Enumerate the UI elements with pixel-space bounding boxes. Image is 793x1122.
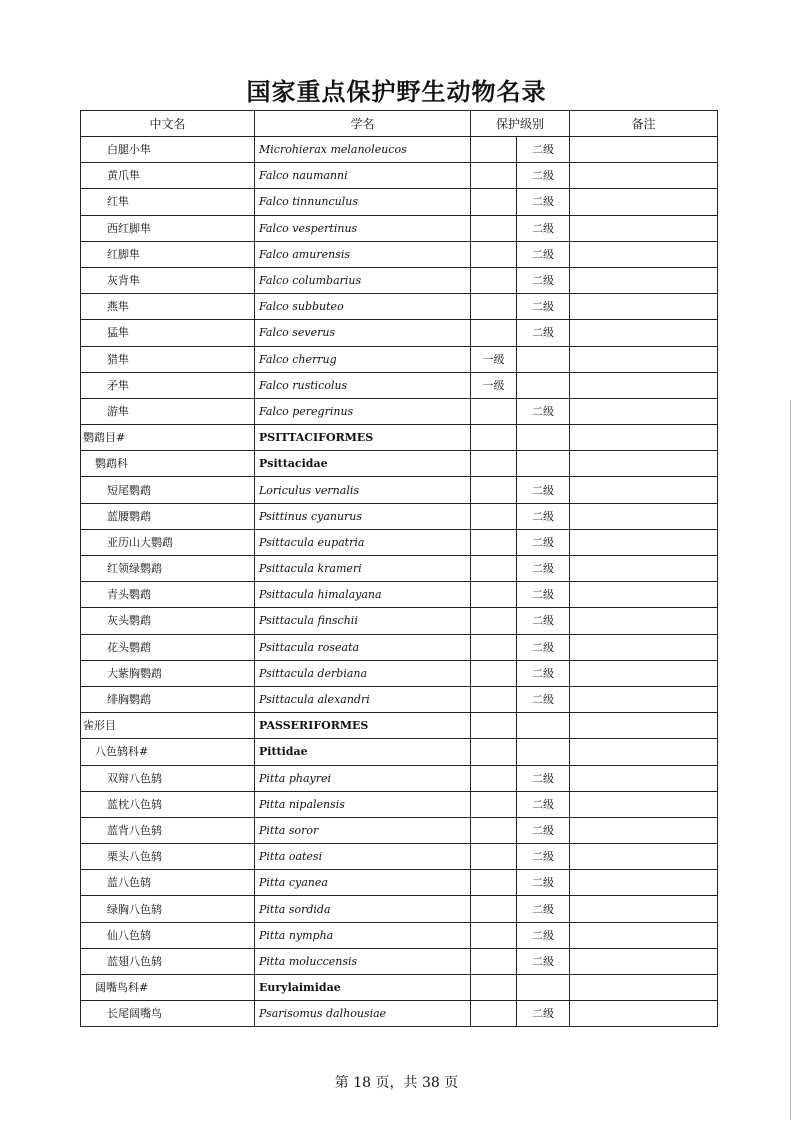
- note-cell: [570, 739, 718, 765]
- level-one-cell: [471, 320, 517, 346]
- chinese-name-cell: 阔嘴鸟科#: [81, 975, 255, 1001]
- table-row: [81, 137, 718, 163]
- level-one-cell: [471, 948, 517, 974]
- scientific-name-cell: Psittacula eupatria: [255, 529, 471, 555]
- note-cell: [570, 791, 718, 817]
- note-cell: [570, 660, 718, 686]
- table-row: [81, 163, 718, 189]
- scientific-name-cell: PASSERIFORMES: [255, 713, 471, 739]
- note-cell: [570, 922, 718, 948]
- header-chinese-name: 中文名: [81, 111, 255, 137]
- level-one-cell: [471, 870, 517, 896]
- chinese-name-cell: 蓝枕八色鸫: [81, 791, 255, 817]
- scientific-name-cell: Falco rusticolus: [255, 372, 471, 398]
- level-two-cell: 二级: [517, 267, 570, 293]
- scientific-name-cell: Pitta nipalensis: [255, 791, 471, 817]
- note-cell: [570, 189, 718, 215]
- note-cell: [570, 1001, 718, 1027]
- table-row: [81, 294, 718, 320]
- scientific-name-cell: Pitta sordida: [255, 896, 471, 922]
- level-two-cell: 二级: [517, 294, 570, 320]
- table-row: [81, 320, 718, 346]
- scientific-name-cell: Falco peregrinus: [255, 398, 471, 424]
- level-two-cell: [517, 346, 570, 372]
- level-one-cell: [471, 529, 517, 555]
- level-two-cell: 二级: [517, 765, 570, 791]
- table-row: [81, 817, 718, 843]
- scientific-name-cell: Psittinus cyanurus: [255, 503, 471, 529]
- note-cell: [570, 503, 718, 529]
- level-two-cell: 二级: [517, 817, 570, 843]
- level-two-cell: 二级: [517, 137, 570, 163]
- level-two-cell: 二级: [517, 320, 570, 346]
- chinese-name-cell: 红隼: [81, 189, 255, 215]
- scientific-name-cell: Pitta moluccensis: [255, 948, 471, 974]
- level-two-cell: [517, 975, 570, 1001]
- table-row: [81, 739, 718, 765]
- level-two-cell: 二级: [517, 896, 570, 922]
- note-cell: [570, 529, 718, 555]
- note-cell: [570, 844, 718, 870]
- level-two-cell: 二级: [517, 556, 570, 582]
- level-two-cell: 二级: [517, 241, 570, 267]
- table-row: [81, 529, 718, 555]
- table-row: [81, 713, 718, 739]
- level-two-cell: [517, 739, 570, 765]
- table-row: [81, 451, 718, 477]
- note-cell: [570, 896, 718, 922]
- level-two-cell: 二级: [517, 922, 570, 948]
- header-protection-level: 保护级别: [471, 111, 570, 137]
- chinese-name-cell: 亚历山大鹦鹉: [81, 529, 255, 555]
- scientific-name-cell: Pitta phayrei: [255, 765, 471, 791]
- chinese-name-cell: 灰头鹦鹉: [81, 608, 255, 634]
- chinese-name-cell: 大紫胸鹦鹉: [81, 660, 255, 686]
- scientific-name-cell: Falco amurensis: [255, 241, 471, 267]
- scientific-name-cell: Eurylaimidae: [255, 975, 471, 1001]
- scientific-name-cell: Psittacula finschii: [255, 608, 471, 634]
- table-row: [81, 896, 718, 922]
- level-two-cell: 二级: [517, 634, 570, 660]
- chinese-name-cell: 八色鸫科#: [81, 739, 255, 765]
- table-row: [81, 608, 718, 634]
- scientific-name-cell: Pitta soror: [255, 817, 471, 843]
- scan-edge-line: [790, 400, 791, 1120]
- level-one-cell: [471, 556, 517, 582]
- level-one-cell: [471, 398, 517, 424]
- level-one-cell: [471, 817, 517, 843]
- scientific-name-cell: Psittacidae: [255, 451, 471, 477]
- chinese-name-cell: 灰背隼: [81, 267, 255, 293]
- note-cell: [570, 294, 718, 320]
- note-cell: [570, 267, 718, 293]
- level-two-cell: [517, 425, 570, 451]
- level-one-cell: [471, 844, 517, 870]
- chinese-name-cell: 仙八色鸫: [81, 922, 255, 948]
- level-one-cell: [471, 975, 517, 1001]
- note-cell: [570, 137, 718, 163]
- level-two-cell: 二级: [517, 163, 570, 189]
- scientific-name-cell: Loriculus vernalis: [255, 477, 471, 503]
- level-one-cell: [471, 634, 517, 660]
- level-two-cell: 二级: [517, 503, 570, 529]
- level-one-cell: [471, 189, 517, 215]
- table-row: [81, 267, 718, 293]
- scientific-name-cell: Psittacula alexandri: [255, 686, 471, 712]
- level-two-cell: 二级: [517, 948, 570, 974]
- scientific-name-cell: Pittidae: [255, 739, 471, 765]
- level-one-cell: [471, 582, 517, 608]
- chinese-name-cell: 矛隼: [81, 372, 255, 398]
- chinese-name-cell: 青头鹦鹉: [81, 582, 255, 608]
- chinese-name-cell: 西红脚隼: [81, 215, 255, 241]
- table-row: [81, 346, 718, 372]
- level-one-cell: [471, 137, 517, 163]
- table-row: [81, 1001, 718, 1027]
- level-one-cell: [471, 713, 517, 739]
- scientific-name-cell: Pitta nympha: [255, 922, 471, 948]
- note-cell: [570, 346, 718, 372]
- level-one-cell: [471, 660, 517, 686]
- level-one-cell: 一级: [471, 346, 517, 372]
- note-cell: [570, 686, 718, 712]
- chinese-name-cell: 蓝翅八色鸫: [81, 948, 255, 974]
- chinese-name-cell: 长尾阔嘴鸟: [81, 1001, 255, 1027]
- level-one-cell: [471, 608, 517, 634]
- level-two-cell: 二级: [517, 529, 570, 555]
- table-row: [81, 634, 718, 660]
- scientific-name-cell: Falco subbuteo: [255, 294, 471, 320]
- note-cell: [570, 372, 718, 398]
- chinese-name-cell: 鹦鹉目#: [81, 425, 255, 451]
- table-row: [81, 477, 718, 503]
- level-two-cell: [517, 713, 570, 739]
- level-one-cell: [471, 739, 517, 765]
- note-cell: [570, 870, 718, 896]
- note-cell: [570, 817, 718, 843]
- table-row: [81, 844, 718, 870]
- chinese-name-cell: 花头鹦鹉: [81, 634, 255, 660]
- level-two-cell: 二级: [517, 189, 570, 215]
- table-row: [81, 660, 718, 686]
- level-two-cell: 二级: [517, 844, 570, 870]
- level-one-cell: [471, 1001, 517, 1027]
- scientific-name-cell: Psittacula himalayana: [255, 582, 471, 608]
- table-row: [81, 189, 718, 215]
- scientific-name-cell: Psittacula roseata: [255, 634, 471, 660]
- level-one-cell: [471, 686, 517, 712]
- level-one-cell: [471, 215, 517, 241]
- level-one-cell: [471, 267, 517, 293]
- scientific-name-cell: Falco tinnunculus: [255, 189, 471, 215]
- table-row: [81, 372, 718, 398]
- chinese-name-cell: 蓝腰鹦鹉: [81, 503, 255, 529]
- note-cell: [570, 634, 718, 660]
- chinese-name-cell: 绯胸鹦鹉: [81, 686, 255, 712]
- note-cell: [570, 398, 718, 424]
- table-row: [81, 398, 718, 424]
- level-one-cell: [471, 922, 517, 948]
- table-row: [81, 215, 718, 241]
- note-cell: [570, 241, 718, 267]
- level-one-cell: [471, 425, 517, 451]
- note-cell: [570, 477, 718, 503]
- chinese-name-cell: 游隼: [81, 398, 255, 424]
- page-footer: 第 18 页，共 38 页: [334, 1075, 459, 1091]
- note-cell: [570, 425, 718, 451]
- scientific-name-cell: Psarisomus dalhousiae: [255, 1001, 471, 1027]
- level-two-cell: 二级: [517, 215, 570, 241]
- level-one-cell: [471, 294, 517, 320]
- level-two-cell: [517, 451, 570, 477]
- scientific-name-cell: Pitta cyanea: [255, 870, 471, 896]
- level-two-cell: 二级: [517, 608, 570, 634]
- level-one-cell: [471, 241, 517, 267]
- level-two-cell: 二级: [517, 870, 570, 896]
- table-row: [81, 765, 718, 791]
- note-cell: [570, 582, 718, 608]
- chinese-name-cell: 蓝背八色鸫: [81, 817, 255, 843]
- chinese-name-cell: 绿胸八色鸫: [81, 896, 255, 922]
- note-cell: [570, 320, 718, 346]
- chinese-name-cell: 鹦鹉科: [81, 451, 255, 477]
- scientific-name-cell: Pitta oatesi: [255, 844, 471, 870]
- scientific-name-cell: Psittacula krameri: [255, 556, 471, 582]
- header-notes: 备注: [570, 111, 718, 137]
- table-row: [81, 922, 718, 948]
- chinese-name-cell: 红脚隼: [81, 241, 255, 267]
- table-row: [81, 870, 718, 896]
- scientific-name-cell: Falco cherrug: [255, 346, 471, 372]
- level-one-cell: [471, 503, 517, 529]
- scientific-name-cell: Falco naumanni: [255, 163, 471, 189]
- chinese-name-cell: 短尾鹦鹉: [81, 477, 255, 503]
- note-cell: [570, 765, 718, 791]
- table-row: [81, 425, 718, 451]
- table-header-row: [81, 111, 718, 137]
- level-one-cell: [471, 451, 517, 477]
- header-scientific-name: 学名: [255, 111, 471, 137]
- note-cell: [570, 451, 718, 477]
- level-one-cell: [471, 477, 517, 503]
- level-two-cell: 二级: [517, 398, 570, 424]
- chinese-name-cell: 黄爪隼: [81, 163, 255, 189]
- chinese-name-cell: 白腿小隼: [81, 137, 255, 163]
- level-two-cell: 二级: [517, 582, 570, 608]
- note-cell: [570, 215, 718, 241]
- level-one-cell: [471, 791, 517, 817]
- level-one-cell: 一级: [471, 372, 517, 398]
- chinese-name-cell: 栗头八色鸫: [81, 844, 255, 870]
- scientific-name-cell: PSITTACIFORMES: [255, 425, 471, 451]
- table-row: [81, 241, 718, 267]
- note-cell: [570, 713, 718, 739]
- table-row: [81, 975, 718, 1001]
- chinese-name-cell: 猎隼: [81, 346, 255, 372]
- table-row: [81, 791, 718, 817]
- chinese-name-cell: 红领绿鹦鹉: [81, 556, 255, 582]
- scientific-name-cell: Falco vespertinus: [255, 215, 471, 241]
- table-row: [81, 556, 718, 582]
- table-row: [81, 948, 718, 974]
- note-cell: [570, 975, 718, 1001]
- level-two-cell: 二级: [517, 660, 570, 686]
- chinese-name-cell: 猛隼: [81, 320, 255, 346]
- scientific-name-cell: Falco severus: [255, 320, 471, 346]
- scientific-name-cell: Falco columbarius: [255, 267, 471, 293]
- level-two-cell: 二级: [517, 477, 570, 503]
- level-two-cell: 二级: [517, 686, 570, 712]
- chinese-name-cell: 蓝八色鸫: [81, 870, 255, 896]
- page-title: 国家重点保护野生动物名录: [246, 78, 547, 106]
- level-two-cell: 二级: [517, 791, 570, 817]
- level-one-cell: [471, 765, 517, 791]
- scientific-name-cell: Microhierax melanoleucos: [255, 137, 471, 163]
- chinese-name-cell: 燕隼: [81, 294, 255, 320]
- level-one-cell: [471, 163, 517, 189]
- table-row: [81, 582, 718, 608]
- chinese-name-cell: 双辩八色鸫: [81, 765, 255, 791]
- note-cell: [570, 948, 718, 974]
- note-cell: [570, 608, 718, 634]
- table-body: [81, 137, 718, 1027]
- level-two-cell: 二级: [517, 1001, 570, 1027]
- chinese-name-cell: 雀形目: [81, 713, 255, 739]
- note-cell: [570, 163, 718, 189]
- level-two-cell: [517, 372, 570, 398]
- note-cell: [570, 556, 718, 582]
- species-table: [80, 110, 718, 1027]
- level-one-cell: [471, 896, 517, 922]
- table-row: [81, 503, 718, 529]
- scientific-name-cell: Psittacula derbiana: [255, 660, 471, 686]
- table-row: [81, 686, 718, 712]
